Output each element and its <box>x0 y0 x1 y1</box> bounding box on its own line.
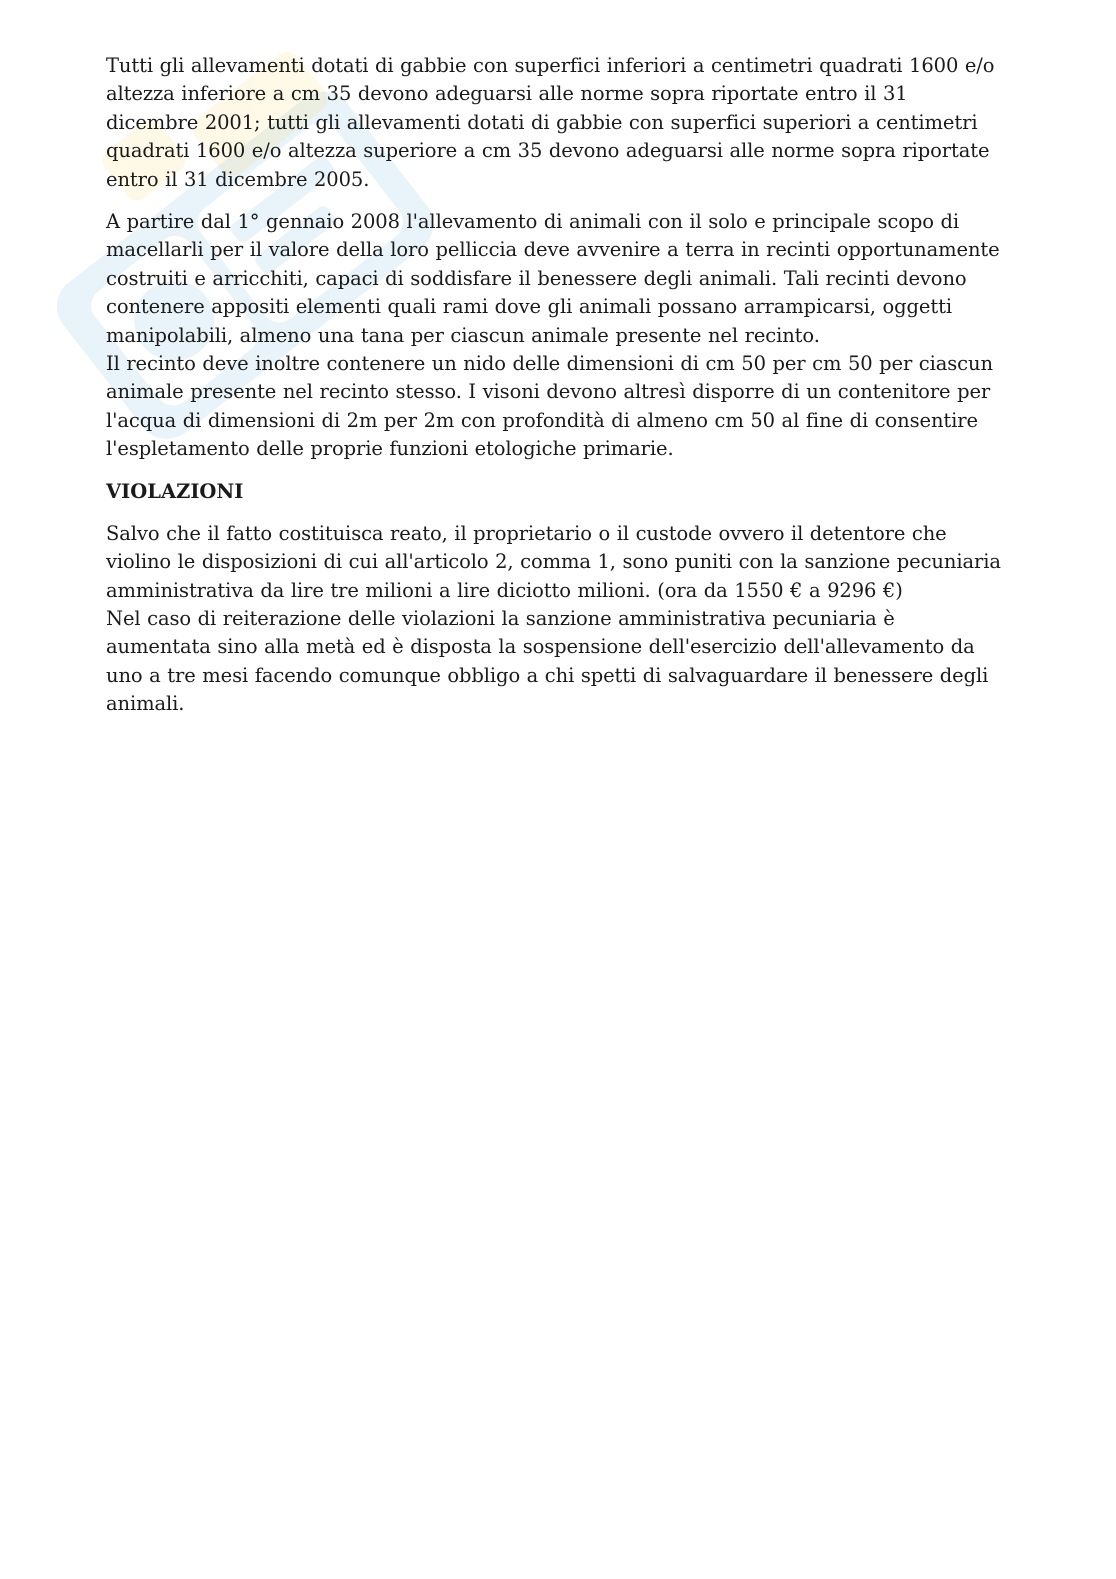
section-heading-violations: VIOLAZIONI <box>106 479 244 503</box>
paragraph-enclosure-rules: A partire dal 1° gennaio 2008 l'allevamento di animali con il solo e principale scopo di macellarli per il valore della loro pelliccia deve avvenire a terra in recinti opportunamente costruiti e arricchiti, capaci di soddisfare il benessere degli animali. Tali recinti devono contenere appositi elementi quali rami dove gli animali possano arrampicarsi, oggetti manipolabili, almeno una tana per ciascun animale presente nel recinto. <box>106 210 1000 347</box>
document-body <box>106 52 1006 719</box>
paragraph-nest-requirements: Il recinto deve inoltre contenere un nido delle dimensioni di cm 50 per cm 50 per ciascun animale presente nel recinto stesso. I visoni devono altresì disporre di un contenitore per l'acqua di dimensioni di 2m per 2m con profondità di almeno cm 50 al fine di consentire l'espletamento delle proprie funzioni etologiche primarie. <box>106 352 993 461</box>
paragraph-cage-deadlines: Tutti gli allevamenti dotati di gabbie con superfici inferiori a centimetri quadrati 1600 e/o altezza inferiore a cm 35 devono adeguarsi alle norme sopra riportate entro il 31 dicembre 2001; tutti gli allevamenti dotati di gabbie con superfici superiori a centimetri quadrati 1600 e/o altezza superiore a cm 35 devono adeguarsi alle norme sopra riportate entro il 31 dicembre 2005. <box>106 54 995 191</box>
paragraph-repeat-violations: Nel caso di reiterazione delle violazioni la sanzione amministrativa pecuniaria è aumentata sino alla metà ed è disposta la sospensione dell'esercizio dell'allevamento da uno a tre mesi facendo comunque obbligo a chi spetti di salvaguardare il benessere degli animali. <box>106 606 989 716</box>
paragraph-sanctions: Salvo che il fatto costituisca reato, il proprietario o il custode ovvero il detentore che violino le disposizioni di cui all'articolo 2, comma 1, sono puniti con la sanzione pecuniaria amministrativa da lire tre milioni a lire diciotto milioni. (ora da 1550 € a 9296 €) <box>106 521 1001 602</box>
